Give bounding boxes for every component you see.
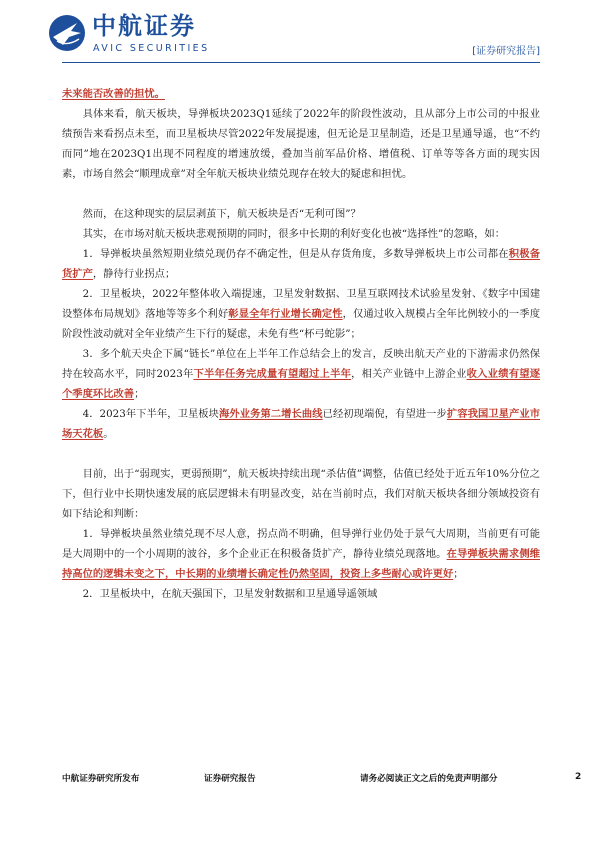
text-run: 1．导弹板块虽然业绩兑现不尽人意，拐点尚不明确，但导弹行业仍处于景气大周期，当前更有可能是大周期中的一个小周期的波谷，多个企业正在积极备货扩产，静待业绩兑现落地。 <box>62 528 540 560</box>
highlight-text: 下半年任务完成量有望超过上半年 <box>193 368 352 380</box>
paragraph-10: 2．卫星板块中，在航天强国下，卫星发射数据和卫星通导遥领域 <box>82 588 378 600</box>
highlight-text: 在导弹板块需求侧维持高位的逻辑未变之下，中长期的业绩增长确定性仍然坚固，投资上多些耐心或许更好 <box>62 548 541 580</box>
paragraph-4 <box>62 244 540 284</box>
highlight-text: 积极备货扩产 <box>62 248 541 280</box>
paragraph-0 <box>62 84 540 104</box>
report-body <box>62 84 540 604</box>
brand-name-cn: 中航证券 <box>92 12 196 40</box>
highlight-text: 彰显全年行业增长确定性 <box>228 308 343 320</box>
report-type-tag: [证券研究报告] <box>472 46 540 57</box>
avic-logo-icon <box>47 13 87 53</box>
highlight-text: 海外业务第二增长曲线 <box>219 408 323 420</box>
highlight-text: 收入业绩有望逐个季度环比改善 <box>62 368 541 400</box>
header-divider <box>62 62 540 63</box>
highlight-text: 扩容我国卫星产业市场天花板 <box>62 408 541 440</box>
text-run: 已经初现端倪，有望进一步 <box>322 408 447 420</box>
paragraph-5 <box>62 284 540 344</box>
text-run: 3．多个航天央企下属“链长”单位在上半年工作总结会上的发言，反映出航天产业的下游需求仍然保持在较高水平，同时2023年 <box>62 348 540 380</box>
text-run: ，相关产业链中上游企业 <box>351 368 467 380</box>
paragraph-7 <box>62 404 540 444</box>
paragraph-6 <box>62 344 540 404</box>
text-run: ； <box>453 568 464 580</box>
footer-disclaimer: 请务必阅读正文之后的免责声明部分 <box>360 774 498 784</box>
page-number: 2 <box>575 772 582 782</box>
paragraph-9 <box>62 524 540 584</box>
text-run: 。 <box>103 428 114 440</box>
highlight-text: 未来能否改善的担忧。 <box>62 88 165 100</box>
paragraph-2: 然而，在这种现实的层层剥茧下，航天板块是否“无利可图”？ <box>82 208 361 220</box>
paragraph-3: 其实，在市场对航天板块悲观预期的同时，很多中长期的利好变化也被“选择性”的忽略，如： <box>82 228 505 240</box>
paragraph-1: 具体来看，航天板块，导弹板块2023Q1延续了2022年的阶段性波动，且从部分上市公司的中报业绩预告来看拐点未至，而卫星板块尽管2022年发展提速，但无论是卫星制造，还是卫星通导遥，也“不约而同”地在2023Q1出现不同程度的增速放缓，叠加当前军品价格、增值税、订单等等各方面的现实因素，市场自然会“顺理成章”对全年航天板块业绩兑现存在较大的疑虑和担忧。 <box>62 108 540 180</box>
text-run: ，静待行业拐点； <box>92 268 176 280</box>
page-header <box>0 0 595 90</box>
paragraph-8: 目前，出于“弱现实，更弱预期”，航天板块持续出现“杀估值”调整，估值已经处于近五年10%分位之下，但行业中长期快速发展的底层逻辑未有明显改变，站在当前时点，我们对航天板块各细分领域投资有如下结论和判断： <box>62 468 540 520</box>
text-run: ，仅通过收入规模占全年比例较小的一季度阶段性波动就对全年业绩产生下行的疑虑，未免有些“杯弓蛇影”； <box>62 308 541 340</box>
text-run: ； <box>134 388 145 400</box>
brand-name-en: AVIC SECURITIES <box>93 43 210 54</box>
text-run: 4．2023年下半年，卫星板块 <box>82 408 220 420</box>
text-run: 1．导弹板块虽然短期业绩兑现仍存不确定性，但是从存货角度，多数导弹板块上市公司都在 <box>82 248 509 260</box>
footer-report-type: 证券研究报告 <box>204 774 256 784</box>
footer-publisher: 中航证券研究所发布 <box>62 774 140 784</box>
text-run: 2．卫星板块，2022年整体收入端提速，卫星发射数据、卫星互联网技术试验星发射、《数字中国建设整体布局规划》落地等等多个利好 <box>62 288 540 320</box>
